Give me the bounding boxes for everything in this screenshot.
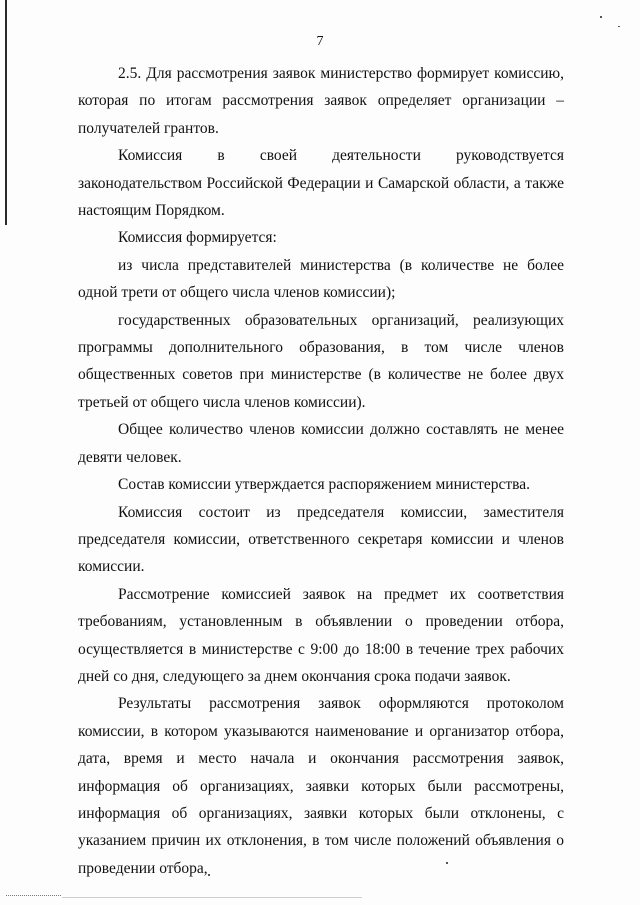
paragraph-total-members: Общее количество членов комиссии должно составлять не менее девяти человек.: [78, 421, 564, 466]
scan-speck: [208, 874, 210, 876]
document-body: [78, 60, 564, 882]
scan-speck: [618, 26, 620, 27]
scan-speck: [446, 862, 448, 864]
paragraph-state-organizations: государственных образовательных организаций, реализующих программы дополнительного образования, в том числе членов общественных советов при министерстве (в количестве не более двух третьей от общего числа членов комиссии).: [78, 311, 564, 411]
page-number: 7: [316, 34, 324, 49]
paragraph-commission-formed: Комиссия формируется:: [118, 229, 277, 247]
paragraph-commission-guidance: Комиссия в своей деятельности руководствуется законодательством Российской Федерации и Самарской области, а также настоящим Порядком.: [78, 147, 564, 220]
paragraph-review-results: Результаты рассмотрения заявок оформляются протоколом комиссии, в котором указываются наименование и организатор отбора, дата, время и место начала и окончания рассмотрения заявок, информация об организациях, заявки которых были рассмотрены, информация об организациях, заявки которых были отклонены, с указанием причин их отклонения, в том числе положений объявления о проведении отбора,: [78, 695, 564, 877]
paragraph-ministry-representatives: из числа представителей министерства (в количестве не более одной трети от общего числа членов комиссии);: [78, 256, 564, 302]
scan-bottom-marks: [6, 895, 61, 897]
paragraph-2-5: 2.5. Для рассмотрения заявок министерство формирует комиссию, которая по итогам рассмотрения заявок определяет организации – получателей грантов.: [78, 65, 564, 137]
scan-speck: [600, 16, 602, 18]
scan-bottom-line: [62, 897, 362, 898]
paragraph-review-schedule: Рассмотрение комиссией заявок на предмет их соответствия требованиям, установленным в объявлении о проведении отбора, осуществляется в министерстве с 9:00 до 18:00 в течение трех рабочих дней со дня, следующего за днем окончания срока подачи заявок.: [78, 585, 564, 685]
paragraph-composition-approval: Состав комиссии утверждается распоряжением министерства.: [118, 476, 530, 494]
paragraph-commission-structure: Комиссия состоит из председателя комиссии, заместителя председателя комиссии, ответственного секретаря комиссии и членов комиссии.: [78, 503, 564, 576]
